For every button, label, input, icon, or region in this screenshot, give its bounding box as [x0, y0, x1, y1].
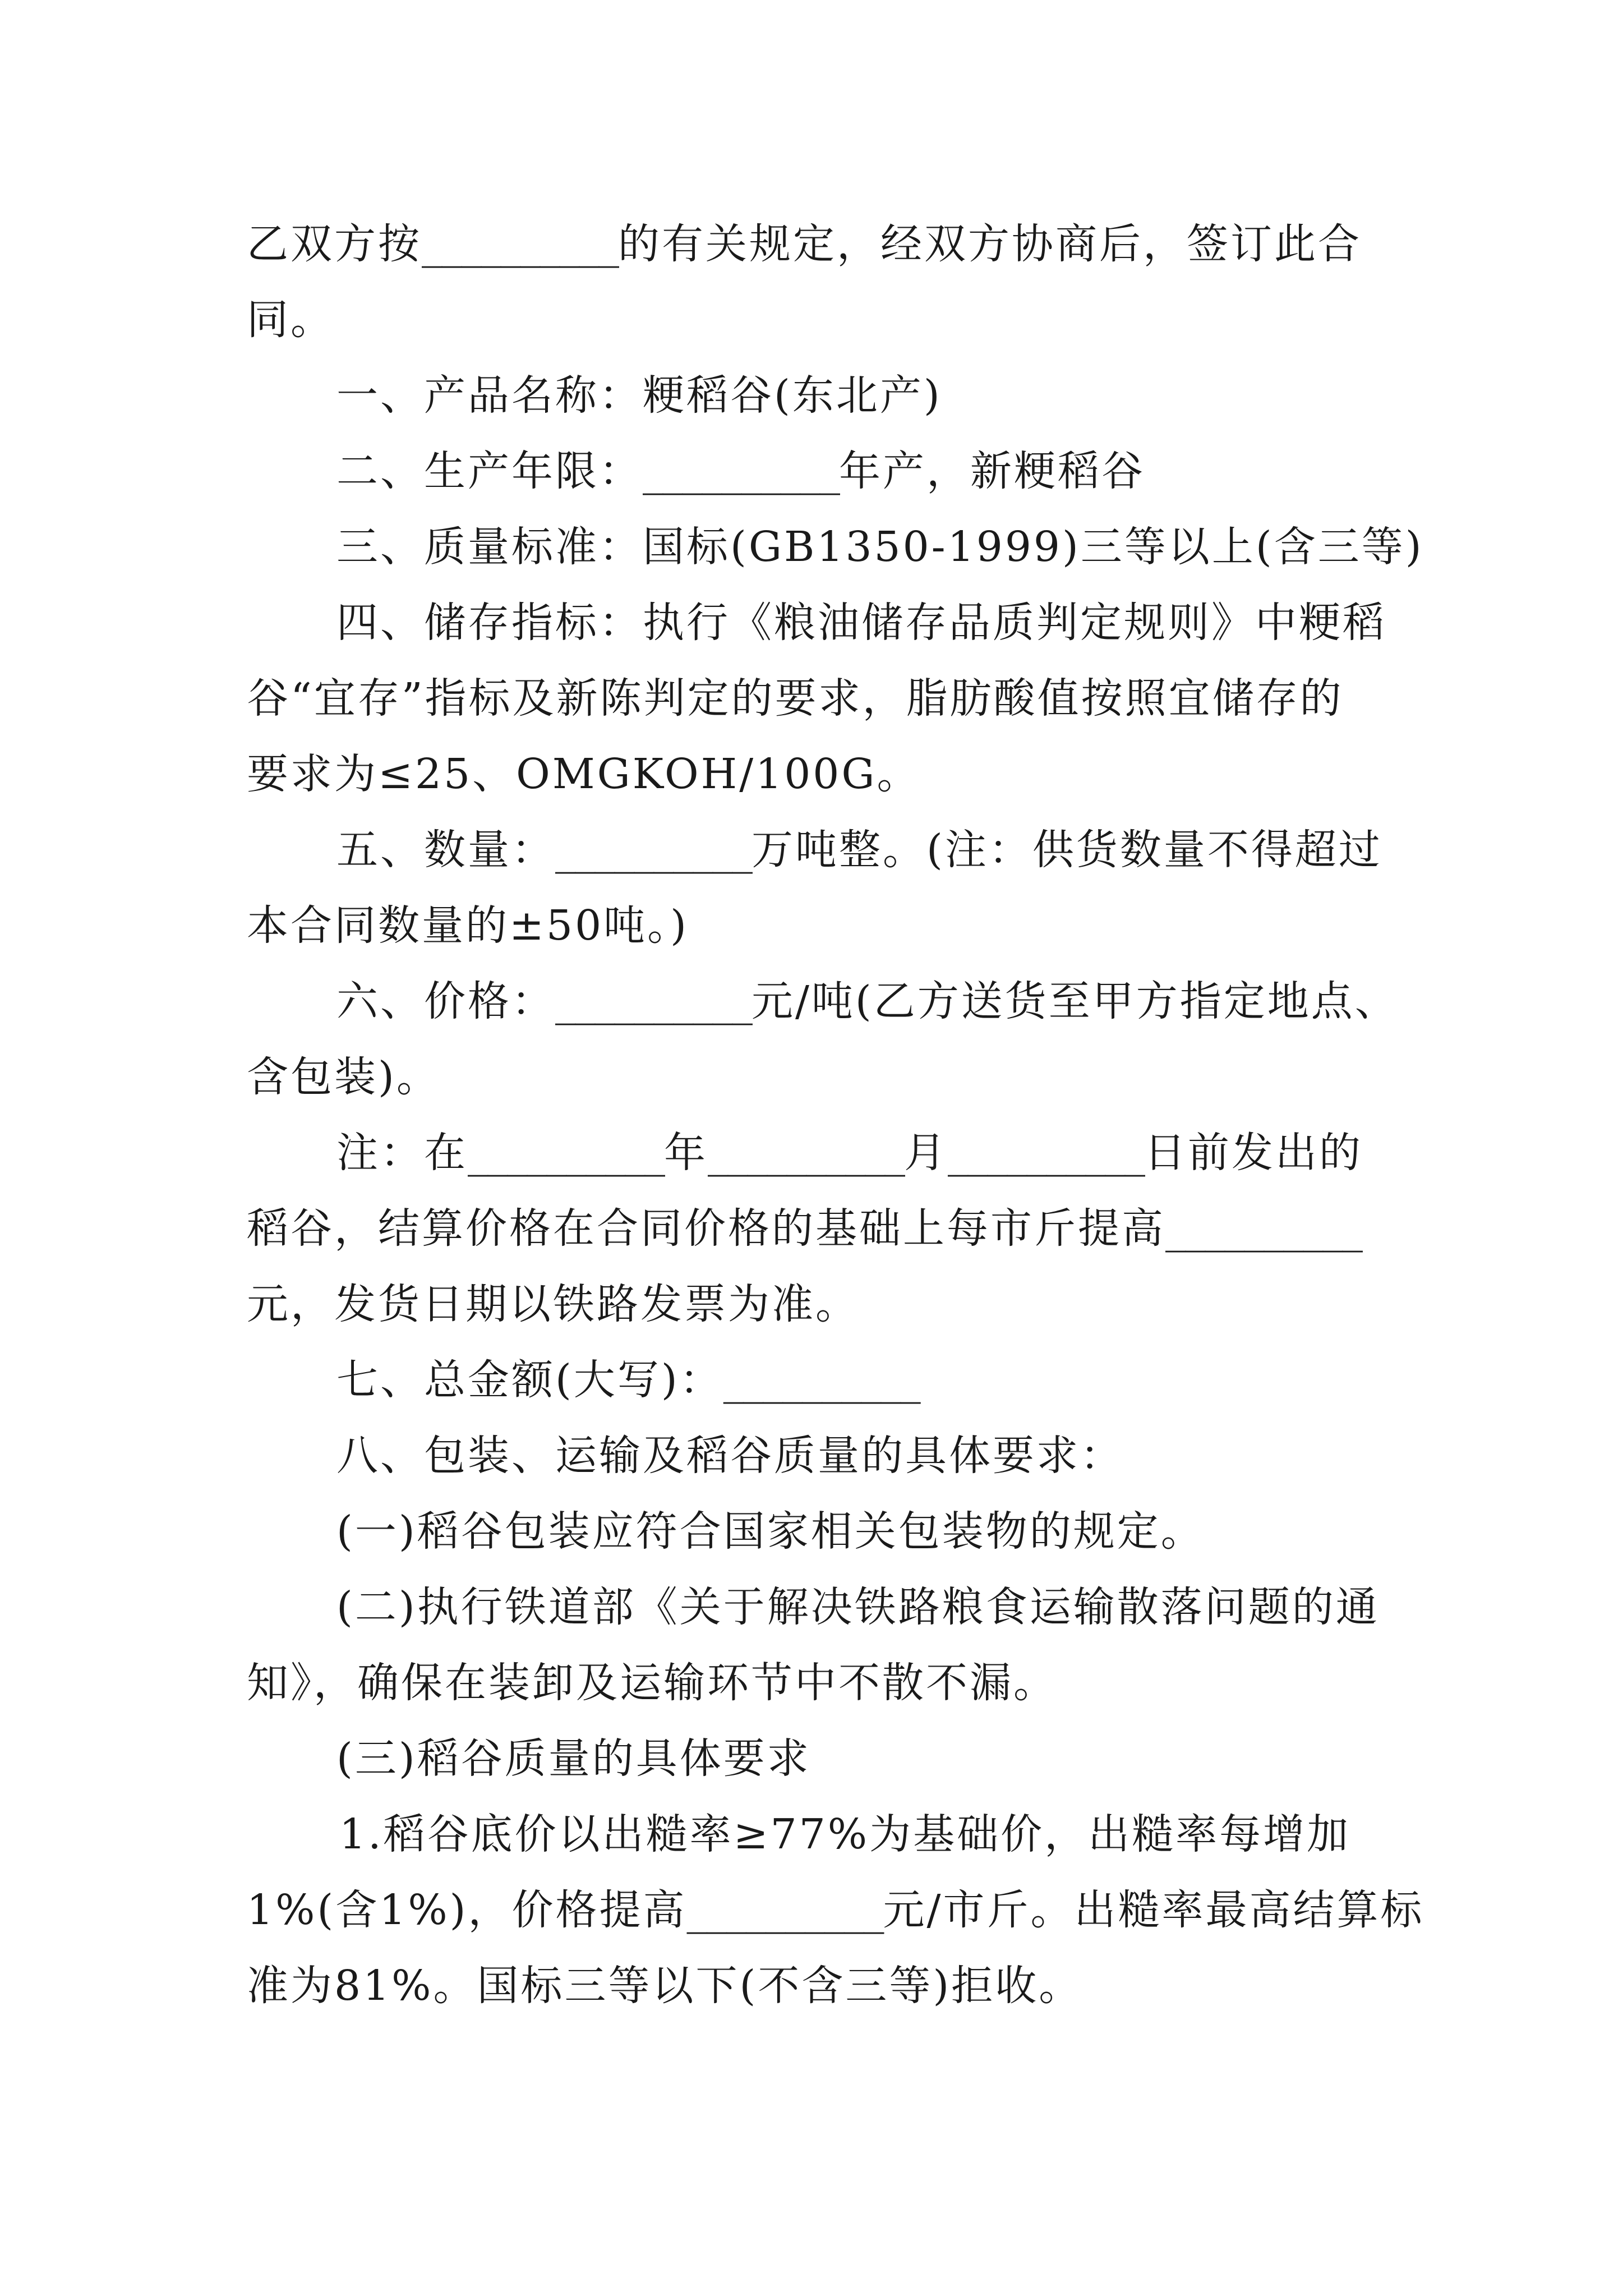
text-segment: 准为81%。国标三等以下(不含三等)拒收。	[247, 1962, 1083, 2010]
text-segment: 本合同数量的±50吨。)	[247, 901, 689, 950]
clause-production-year	[336, 440, 1396, 502]
fill-in-blank: __________	[686, 1886, 883, 1934]
sub-clause-2	[336, 1576, 1396, 1638]
text-segment: 含包装)。	[247, 1053, 440, 1101]
text-segment: 稻谷，结算价格在合同价格的基础上每市斤提高	[247, 1204, 1165, 1253]
text-segment: 四、储存指标：执行《粮油储存品质判定规则》中粳稻	[336, 599, 1386, 647]
fill-in-blank: __________	[948, 1129, 1144, 1177]
text-segment: 月	[904, 1129, 948, 1177]
fill-in-blank: __________	[468, 1129, 664, 1177]
text-segment: (一)稻谷包装应符合国家相关包装物的规定。	[336, 1507, 1205, 1556]
fill-in-blank: __________	[643, 447, 839, 495]
clause-product-name	[336, 365, 1396, 426]
contract-text-line	[247, 1652, 1396, 1714]
contract-text-line	[247, 1273, 1396, 1335]
fill-in-blank: __________	[1165, 1204, 1362, 1253]
clause-packaging-heading	[336, 1425, 1396, 1487]
fill-in-blank: __________	[555, 826, 751, 874]
numbered-item-1	[339, 1803, 1396, 1865]
sub-clause-3	[336, 1728, 1396, 1789]
text-segment: 元/吨(乙方送货至甲方指定地点、	[751, 977, 1399, 1025]
contract-text-line	[247, 1879, 1424, 1941]
text-segment: 七、总金额(大写)：	[336, 1356, 723, 1404]
clause-total-amount	[336, 1349, 1396, 1411]
contract-text-line	[247, 895, 1396, 956]
text-segment: 五、数量：	[336, 826, 555, 874]
text-segment: 六、价格：	[336, 977, 555, 1025]
contract-text-line	[247, 1955, 1396, 2017]
contract-text-line	[247, 743, 1396, 805]
contract-text-line	[247, 1046, 1396, 1108]
fill-in-blank: __________	[723, 1356, 920, 1404]
clause-price	[336, 970, 1399, 1032]
fill-in-blank: __________	[422, 220, 618, 268]
text-segment: 1%(含1%)，价格提高	[247, 1886, 687, 1934]
contract-text-line	[247, 668, 1396, 729]
text-segment: 1.稻谷底价以出糙率≥77%为基础价，出糙率每增加	[339, 1810, 1351, 1858]
clause-quality-standard	[336, 516, 1424, 578]
clause-storage-index	[336, 592, 1396, 654]
contract-text-line	[247, 1198, 1396, 1259]
text-segment: 的有关规定，经双方协商后，签订此合	[618, 220, 1362, 268]
text-segment: 年产，新粳稻谷	[839, 447, 1145, 495]
clause-quantity	[336, 819, 1396, 881]
text-segment: 同。	[247, 296, 334, 344]
text-segment: 注：在	[336, 1129, 468, 1177]
text-segment: (三)稻谷质量的具体要求	[336, 1734, 811, 1783]
contract-text-line	[247, 289, 1396, 351]
text-segment: 元，发货日期以铁路发票为准。	[247, 1280, 859, 1328]
text-segment: 要求为≤25、OMGKOH/100G。	[247, 750, 921, 798]
clause-note	[336, 1122, 1396, 1184]
text-segment: 乙双方按	[247, 220, 422, 268]
text-segment: 八、包装、运输及稻谷质量的具体要求：	[336, 1432, 1124, 1480]
fill-in-blank: __________	[708, 1129, 904, 1177]
text-segment: 二、生产年限：	[336, 447, 643, 495]
text-segment: 元/市斤。出糙率最高结算标	[883, 1886, 1424, 1934]
text-segment: 一、产品名称：粳稻谷(东北产)	[336, 371, 942, 420]
text-segment: 三、质量标准：国标(GB1350-1999)三等以上(含三等)	[336, 523, 1424, 571]
contract-text-line	[247, 213, 1396, 275]
sub-clause-1	[336, 1501, 1396, 1562]
text-segment: 知》，确保在装卸及运输环节中不散不漏。	[247, 1659, 1057, 1707]
text-segment: 日前发出的	[1144, 1129, 1363, 1177]
text-segment: 万吨整。(注：供货数量不得超过	[751, 826, 1382, 874]
text-segment: 年	[664, 1129, 708, 1177]
fill-in-blank: __________	[555, 977, 751, 1025]
text-segment: 谷“宜存”指标及新陈判定的要求，脂肪酸值按照宜储存的	[247, 674, 1344, 723]
text-segment: (二)执行铁道部《关于解决铁路粮食运输散落问题的通	[336, 1583, 1380, 1631]
